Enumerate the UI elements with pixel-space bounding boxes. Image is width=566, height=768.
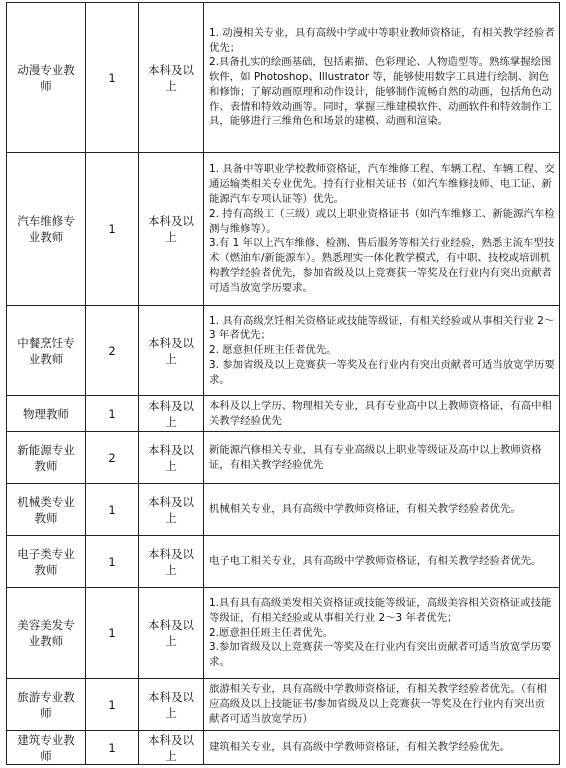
requirement-line: 1. 具有高级烹饪相关资格证或技能等级证，有相关经验或从事相关行业 2～3 年者优先； <box>209 314 555 342</box>
education-cell: 本科及以上 <box>139 153 204 306</box>
table-row <box>7 679 560 731</box>
requirement-line: 3.参加省级及以上竞赛获一等奖及在行业内有突出贡献者可适当放宽学历要求。 <box>209 641 552 669</box>
position-cell: 建筑专业教师 <box>7 731 86 765</box>
position-cell: 旅游专业教师 <box>7 679 86 731</box>
requirement-line: 2. 持有高级工（三级）或以上职业资格证书（如汽车维修工、新能源汽车检测与维修等）。 <box>209 207 555 235</box>
requirements-cell <box>204 306 560 396</box>
requirement-line: 2.具备扎实的绘画基础，包括素描、色彩理论、人物造型等。熟练掌握绘图软件，如 Photoshop、Illustrator 等，能够使用数字工具进行绘制、润色和修饰；了解动画原理和动作设计，能够制作流畅自然的动画，包括角色动作、表情和特效动画等。同时，掌握三维建模软件、动画软件和特效制作工具，能够进行三维角色和场景的建模、动画和渲染。 <box>209 56 552 128</box>
requirements-cell <box>204 3 560 153</box>
education-cell: 本科及以上 <box>139 536 204 588</box>
table-row <box>7 432 560 484</box>
count-cell: 1 <box>86 484 139 536</box>
requirements-cell <box>204 432 560 484</box>
table-row <box>7 3 560 153</box>
count-cell: 1 <box>86 731 139 765</box>
requirements-cell <box>204 396 560 432</box>
requirements-cell <box>204 536 560 588</box>
requirement-line: 新能源汽修相关专业，具有专业高级以上职业等级证及高中以上教师资格证，有相关教学经验优先 <box>209 443 542 471</box>
education-cell: 本科及以上 <box>139 306 204 396</box>
education-cell: 本科及以上 <box>139 731 204 765</box>
education-cell: 本科及以上 <box>139 588 204 679</box>
requirement-line: 2. 愿意担任班主任者优先。 <box>209 344 337 357</box>
requirement-line: 机械相关专业，具有高级中学教师资格证，有相关教学经验者优先。 <box>209 503 521 516</box>
position-cell: 汽车维修专业教师 <box>7 153 86 306</box>
count-cell: 2 <box>86 306 139 396</box>
table-row <box>7 588 560 679</box>
requirement-line: 电子电工相关专业，具有高级中学教师资格证，有相关教学经验者优先。 <box>209 555 542 568</box>
position-cell: 动漫专业教师 <box>7 3 86 153</box>
position-cell: 美容美发专业教师 <box>7 588 86 679</box>
requirements-cell <box>204 679 560 731</box>
education-cell: 本科及以上 <box>139 432 204 484</box>
requirements-cell <box>204 588 560 679</box>
education-cell: 本科及以上 <box>139 679 204 731</box>
position-cell: 机械类专业教师 <box>7 484 86 536</box>
count-cell: 2 <box>86 432 139 484</box>
position-cell: 新能源专业教师 <box>7 432 86 484</box>
position-cell: 中餐烹饪专业教师 <box>7 306 86 396</box>
requirement-line: 1.具有具有高级美发相关资格证或技能等级证，高级美容相关资格证或技能等级证，有相关经验或从事相关行业 2～3 年者优先； <box>209 597 552 624</box>
count-cell: 1 <box>86 588 139 679</box>
count-cell: 1 <box>86 679 139 731</box>
requirement-line: 1. 具备中等职业学校教师资格证，汽车维修工程、车辆工程、车辆工程、交通运输类相关专业优先。持有行业相关证书（如汽车维修技师、电工证、新能源汽车专项认证等）优先。 <box>209 163 555 205</box>
count-cell: 1 <box>86 536 139 588</box>
requirement-line: 建筑相关专业，具有高级中学教师资格证，有相关教学经验优先。 <box>209 741 511 754</box>
position-cell: 物理教师 <box>7 396 86 432</box>
table-row <box>7 484 560 536</box>
education-cell: 本科及以上 <box>139 3 204 153</box>
requirement-line: 2.愿意担任班主任者优先。 <box>209 626 334 639</box>
requirement-line: 3.有 1 年以上汽车维修、检测、售后服务等相关行业经验，熟悉主流车型技术（燃油车/新能源车）。熟悉理实一体化教学模式，有中职、技校或培训机构教学经验者优先，参加省级及以上竞赛获一等奖及在行业内有突出贡献者可适当放宽学历要求。 <box>209 237 555 294</box>
count-cell: 1 <box>86 396 139 432</box>
requirement-line: 本科及以上学历、物理相关专业，具有专业高中以上教师资格证，有高中相关教学经验优先 <box>209 399 552 427</box>
position-cell: 电子类专业教师 <box>7 536 86 588</box>
count-cell: 1 <box>86 153 139 306</box>
education-cell: 本科及以上 <box>139 396 204 432</box>
requirements-cell <box>204 731 560 765</box>
requirement-line: 旅游相关专业，具有高级中学教师资格证，有相关教学经验者优先。（有相应高级及以上技能证书/参加省级及以上竞赛获一等奖及在行业内有突出贡献者可适当放宽学历） <box>209 683 547 725</box>
table-row <box>7 536 560 588</box>
count-cell: 1 <box>86 3 139 153</box>
requirements-cell <box>204 153 560 306</box>
requirement-line: 3. 参加省级及以上竞赛获一等奖及在行业内有突出贡献者可适当放宽学历要求。 <box>209 358 555 386</box>
table-row <box>7 731 560 765</box>
table-row <box>7 306 560 396</box>
education-cell: 本科及以上 <box>139 484 204 536</box>
table-row <box>7 153 560 306</box>
requirements-cell <box>204 484 560 536</box>
recruitment-table <box>6 2 560 765</box>
requirement-line: 1. 动漫相关专业，具有高级中学或中等职业教师资格证，有相关教学经验者优先； <box>209 26 555 54</box>
table-row <box>7 396 560 432</box>
